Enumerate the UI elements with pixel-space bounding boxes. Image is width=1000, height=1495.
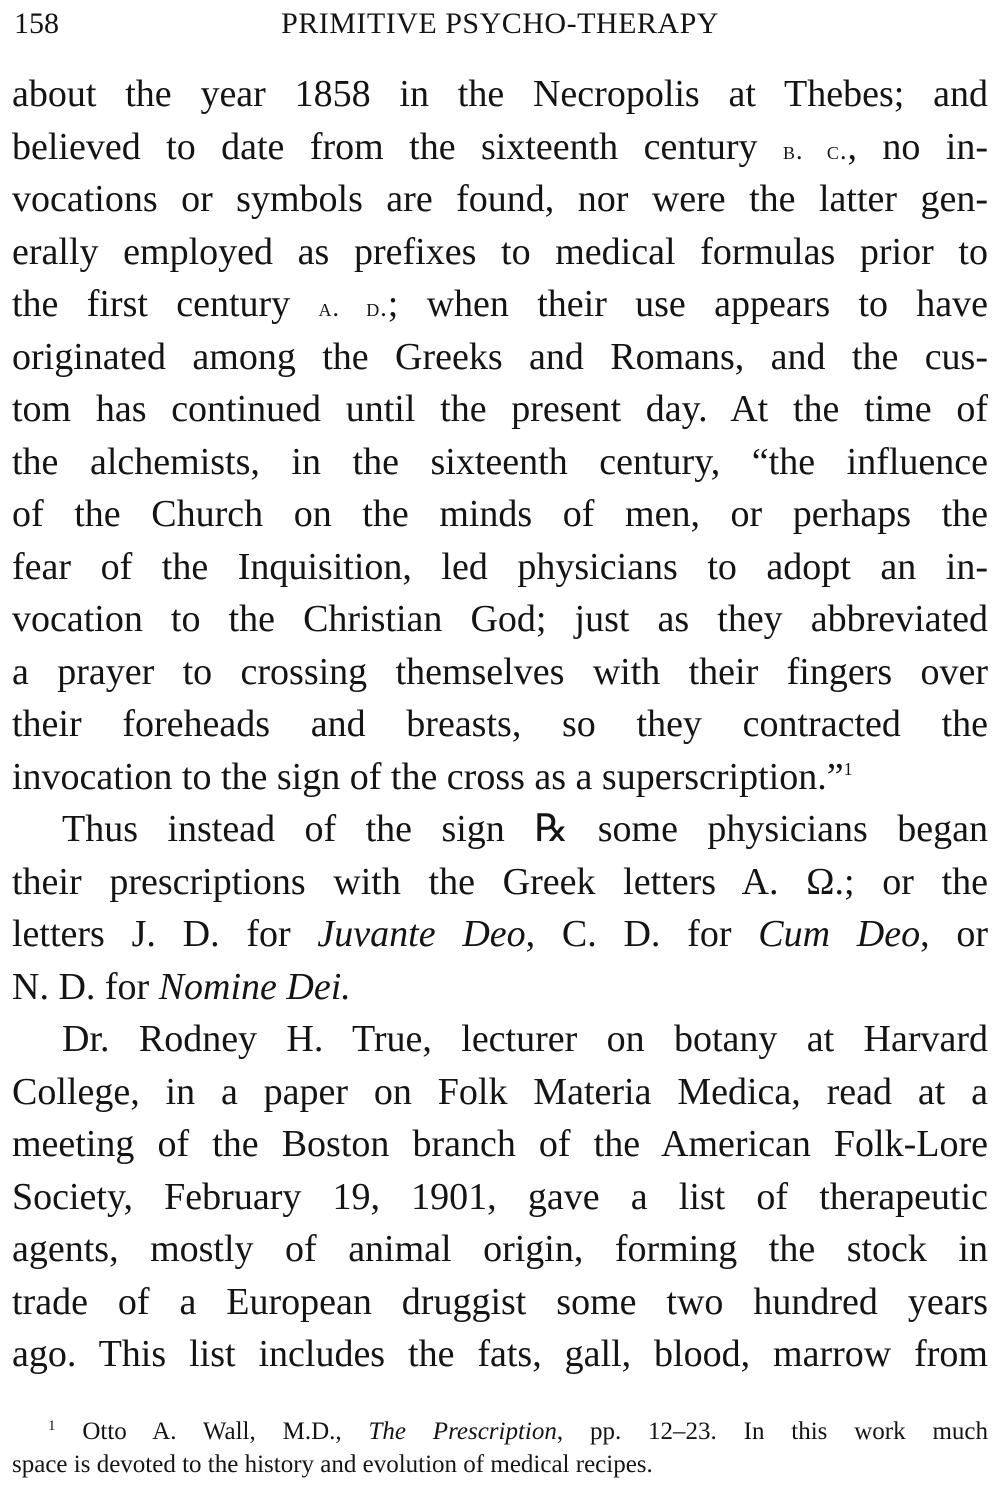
text-line: N. D. for Nomine Dei.	[12, 965, 351, 1008]
text-line: vocations or symbols are found, nor were the latter gen-	[12, 178, 988, 220]
footnote-mark: 1	[48, 1418, 56, 1434]
text-line: vocation to the Christian God; just as they abbreviated	[12, 598, 988, 640]
text-line: of the Church on the minds of men, or perhaps the	[12, 493, 988, 535]
text-line: Society, February 19, 1901, gave a list of therapeutic	[12, 1175, 988, 1218]
text-line: meeting of the Boston branch of the American Folk-Lore	[12, 1123, 988, 1165]
italic-phrase: Cum Deo	[758, 913, 921, 955]
italic-title: The Prescription	[368, 1418, 557, 1445]
text-line: agents, mostly of animal origin, forming the stock in	[12, 1228, 988, 1270]
text-line: ago. This list includes the fats, gall, blood, marrow from	[12, 1333, 988, 1375]
text-line: their prescriptions with the Greek letters A. Ω.; or the	[12, 860, 988, 903]
text-line: Thus instead of the sign ℞ some physicians began	[62, 808, 988, 850]
italic-phrase: Nomine Dei.	[158, 965, 351, 1008]
text-line: College, in a paper on Folk Materia Medica, read at a	[12, 1070, 988, 1113]
text-line: originated among the Greeks and Romans, and the cus-	[12, 335, 988, 378]
page-header	[14, 4, 986, 44]
text-line: erally employed as prefixes to medical formulas prior to	[12, 230, 988, 273]
body-text	[12, 68, 988, 1381]
text-line: tom has continued until the present day. At the time of	[12, 388, 988, 430]
text-line: fear of the Inquisition, led physicians to adopt an in-	[12, 545, 988, 588]
text-line: the alchemists, in the sixteenth century, “the influence	[12, 440, 988, 483]
page-number: 158	[14, 7, 59, 40]
footnote-line: space is devoted to the history and evolution of medical recipes.	[12, 1451, 653, 1478]
text-line: invocation to the sign of the cross as a superscription.”$^1$	[12, 755, 853, 798]
text-line: believed to date from the sixteenth century b. c., no in-	[12, 125, 988, 168]
footnote-line: $^1$ Otto A. Wall, M.D., The Prescription, pp. 12–23. In this work much	[48, 1418, 988, 1445]
footnote	[12, 1415, 988, 1481]
footnote-reference: 1	[843, 758, 853, 779]
text-line: a prayer to crossing themselves with their fingers over	[12, 650, 988, 693]
text-line: trade of a European druggist some two hundred years	[12, 1280, 988, 1323]
text-line: the first century a. d.; when their use appears to have	[12, 283, 988, 325]
small-caps-abbreviation: b. c.	[783, 135, 848, 165]
text-line: letters J. D. for Juvante Deo, C. D. for Cum Deo, or	[12, 913, 988, 955]
italic-phrase: Juvante Deo	[317, 913, 526, 955]
text-line: their foreheads and breasts, so they contracted the	[12, 703, 988, 745]
text-line: Dr. Rodney H. True, lecturer on botany at Harvard	[62, 1018, 988, 1060]
text-line: about the year 1858 in the Necropolis at Thebes; and	[12, 73, 988, 115]
running-head: PRIMITIVE PSYCHO-THERAPY	[281, 7, 719, 40]
small-caps-abbreviation: a. d.	[318, 293, 388, 322]
